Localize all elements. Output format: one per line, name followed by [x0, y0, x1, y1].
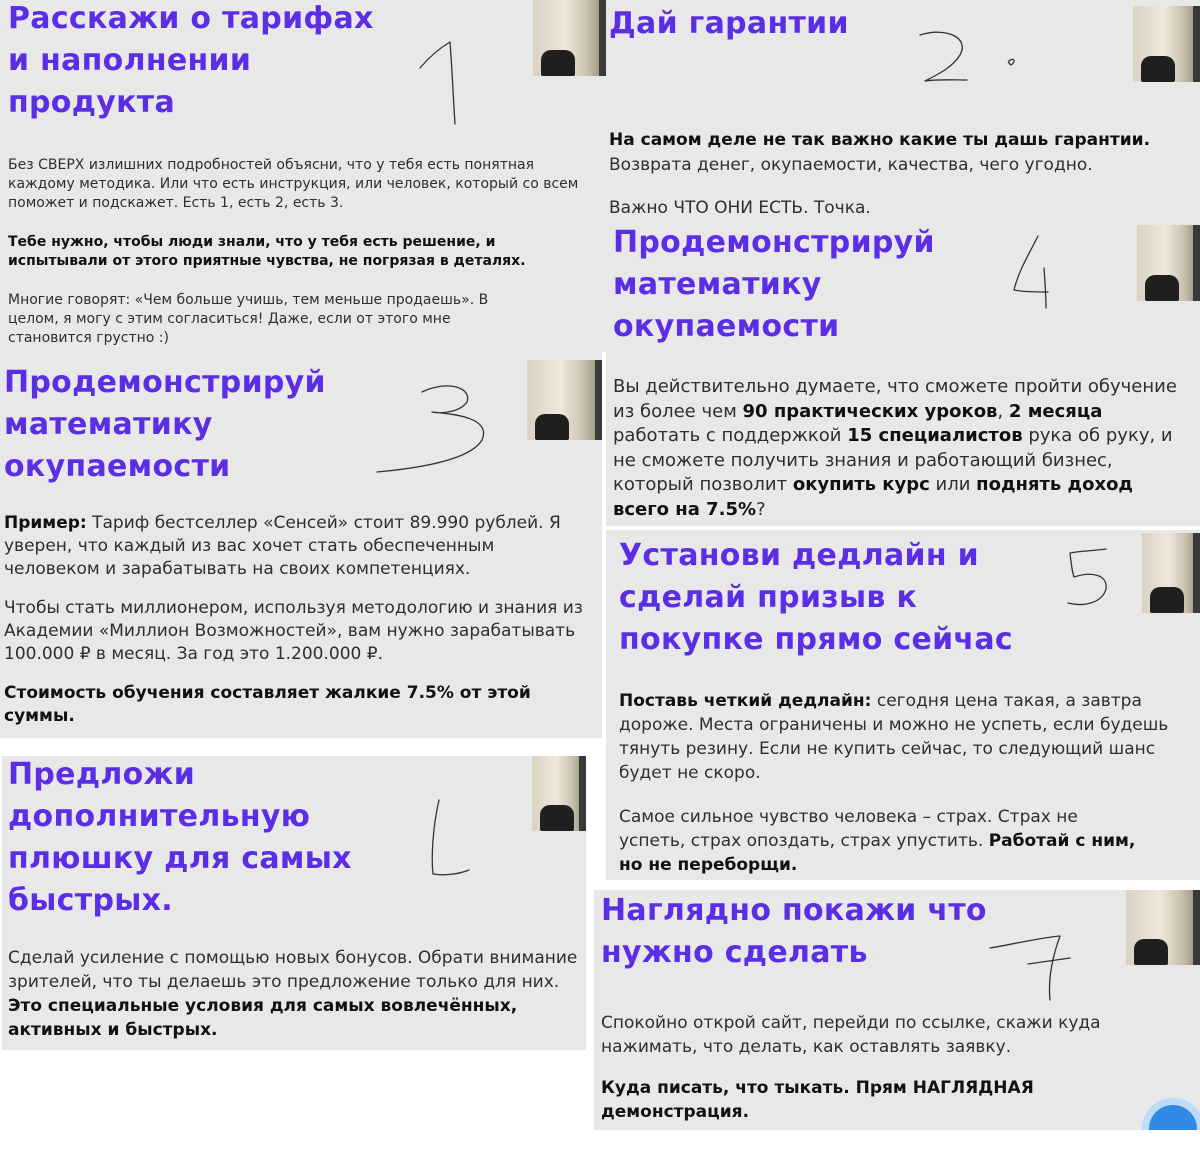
slide-3-paragraph: Пример: Тариф бестселлер «Сенсей» стоит 89.990 рублей. Я уверен, что каждый из вас хочет стать обеспеченным человеком и зарабатывать на своих компетенциях. [4, 513, 561, 579]
slide-card-4 [606, 222, 1200, 526]
slide-card-5 [606, 530, 1200, 880]
slide-7-title: Наглядно покажи что нужно сделать [601, 893, 987, 970]
slide-3-bold-paragraph: Стоимость обучения составляет жалкие 7.5% от этой суммы. [4, 683, 531, 726]
slide-1-speaker-thumbnail [533, 0, 606, 76]
slide-5-paragraph-2: Самое сильное чувство человека – страх. Страх не успеть, страх опоздать, страх упустить. Работай с ним, но не переборщи. [619, 807, 1136, 875]
slide-2-title: Дай гарантии [609, 6, 849, 41]
slide-2-speaker-thumbnail [1133, 6, 1200, 82]
slide-6-paragraph: Сделай усиление с помощью новых бонусов. Обрати внимание зрителей, что ты делаешь это предложение только для них. Это специальные условия для самых вовлечённых, активных и быстрых. [8, 948, 578, 1040]
slide-4-title: Продемонстрируй математику окупаемости [613, 225, 935, 344]
slide-3-title: Продемонстрируй математику окупаемости [4, 365, 326, 484]
slide-5-speaker-thumbnail [1142, 533, 1200, 613]
slide-7-paragraph: Спокойно открой сайт, перейди по ссылке, скажи куда нажимать, что делать, как оставлять заявку. [601, 1013, 1101, 1057]
chat-widget-icon[interactable] [1142, 1098, 1200, 1130]
slide-1-paragraph: Без СВЕРХ излишних подробностей объясни, что у тебя есть понятная каждому методика. Или что есть инструкция, или человек, который со всем поможет и подскажет. Есть 1, есть 2, есть 3. [8, 157, 579, 211]
slide-4-paragraph: Вы действительно думаете, что сможете пройти обучение из более чем 90 практических уроков, 2 месяца работать с поддержкой 15 специалистов рука об руку, и не сможете получить знания и работающий бизнес, который позволит окупить курс или поднять доход всего на 7.5%? [613, 376, 1177, 520]
slide-card-3 [0, 352, 602, 738]
slide-card-1 [0, 0, 606, 352]
slide-3-paragraph-2: Чтобы стать миллионером, используя методологию и знания из Академии «Миллион Возможностей», вам нужно зарабатывать 100.000 ₽ в месяц. За год это 1.200.000 ₽. [4, 598, 583, 664]
slide-7-speaker-thumbnail [1126, 890, 1200, 965]
slide-2-paragraph: На самом деле не так важно какие ты дашь гарантии. Возврата денег, окупаемости, качества, чего угодно. [609, 130, 1151, 175]
slide-card-6 [2, 756, 586, 1050]
slide-1-title: Расскажи о тарифах и наполнении продукта [8, 1, 374, 120]
slide-4-speaker-thumbnail [1137, 225, 1200, 301]
slide-6-speaker-thumbnail [532, 756, 586, 831]
slide-1-bold-paragraph: Тебе нужно, чтобы люди знали, что у тебя есть решение, и испытывали от этого приятные чувства, не погрязая в деталях. [8, 234, 526, 269]
slide-3-speaker-thumbnail [527, 360, 602, 440]
slide-5-paragraph: Поставь четкий дедлайн: сегодня цена такая, а завтра дороже. Места ограничены и можно не успеть, если будешь тянуть резину. Если не купить сейчас, то следующий шанс будет не скоро. [619, 691, 1169, 783]
slide-6-title: Предложи дополнительную плюшку для самых быстрых. [8, 757, 352, 918]
slide-1-paragraph-2: Многие говорят: «Чем больше учишь, тем меньше продаешь». В целом, я могу с этим согласиться! Даже, если от этого мне становится грустно :) [8, 292, 489, 346]
slide-7-bold-paragraph: Куда писать, что тыкать. Прям НАГЛЯДНАЯ демонстрация. [601, 1078, 1034, 1122]
slide-5-title: Установи дедлайн и сделай призыв к покупке прямо сейчас [619, 538, 1013, 657]
slide-card-2 [606, 0, 1200, 222]
slide-2-paragraph-2: Важно ЧТО ОНИ ЕСТЬ. Точка. [609, 198, 871, 218]
slide-card-7 [594, 890, 1200, 1130]
